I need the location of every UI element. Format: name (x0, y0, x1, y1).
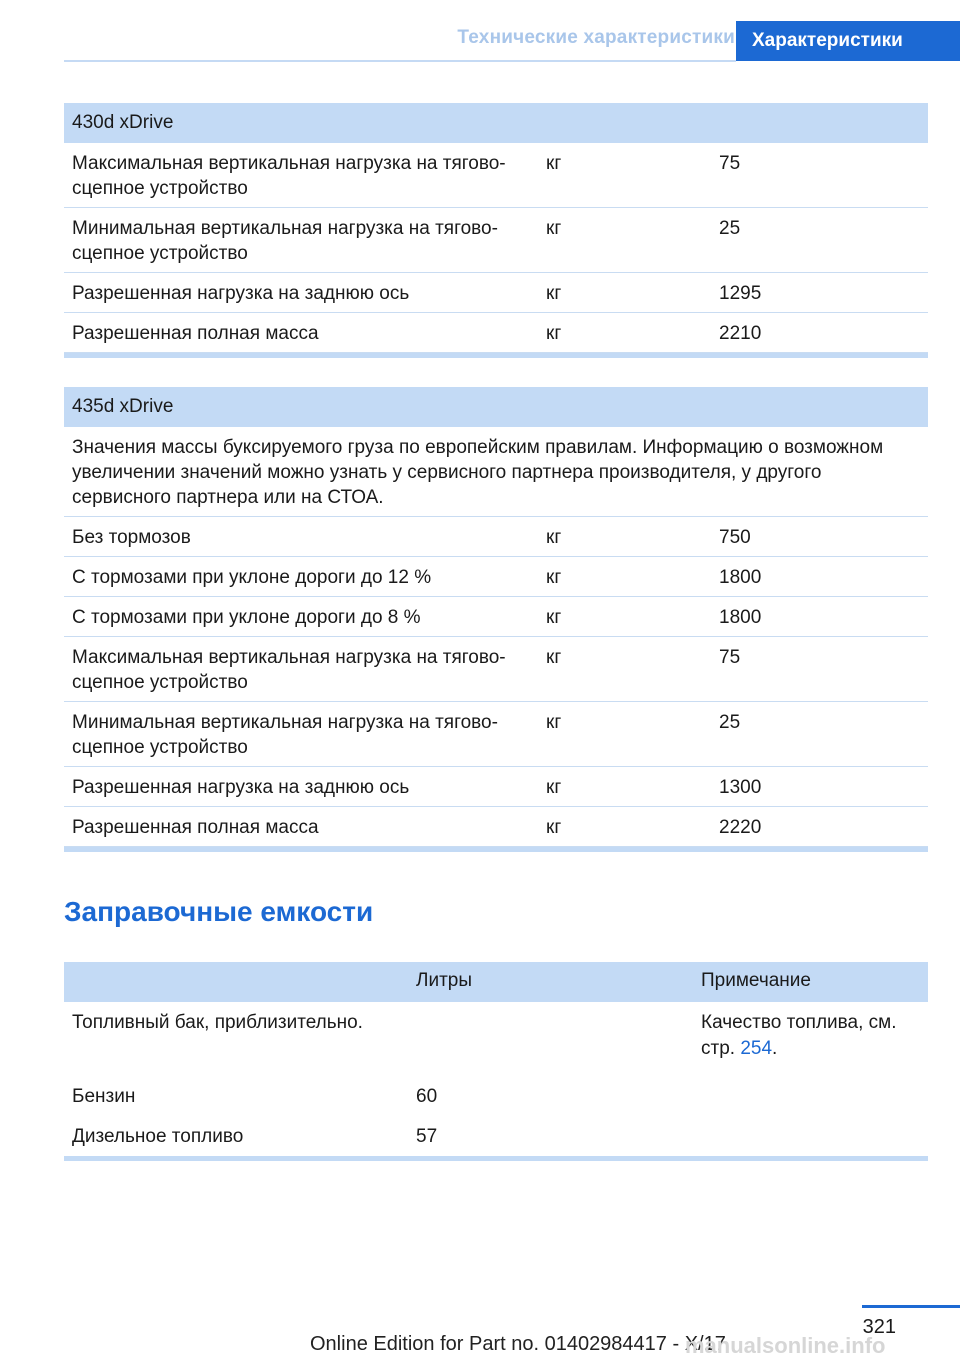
row-value: 1800 (719, 567, 762, 588)
row-label: Без тормозов (72, 527, 191, 548)
row-label: Минимальная вертикальная нагрузка на тягово-сцепное устройство (72, 712, 498, 758)
table-430d-title: 430d xDrive (64, 103, 928, 143)
row-label: Разрешенная полная масса (72, 817, 319, 838)
row-unit: кг (546, 567, 562, 588)
table-435d (64, 387, 928, 852)
page-number: 321 (862, 1316, 896, 1338)
table-row (64, 702, 928, 767)
section-title-capacities: Заправочные емкости (64, 896, 374, 927)
table-row (64, 557, 928, 597)
row-unit: кг (546, 153, 562, 174)
note-text: Качество топлива, см. стр. (701, 1012, 897, 1059)
row-value: 25 (719, 218, 741, 239)
col-header-note: Примечание (701, 970, 811, 991)
table-row (64, 1116, 928, 1156)
header-chapter-tab[interactable]: Характеристики (736, 21, 960, 61)
footer-edition: Online Edition for Part no. 01402984417 - X/17 (310, 1333, 726, 1355)
capacities-header (64, 962, 928, 1002)
row-label: Максимальная вертикальная нагрузка на тягово-сцепное устройство (72, 647, 506, 693)
row-label: Максимальная вертикальная нагрузка на тягово-сцепное устройство (72, 153, 506, 199)
row-value: 1300 (719, 777, 762, 798)
header-section-title: Технические характеристики (457, 27, 735, 48)
col-header-liters: Литры (416, 970, 473, 991)
row-unit: кг (546, 817, 562, 838)
row-unit: кг (546, 218, 562, 239)
row-unit: кг (546, 607, 562, 628)
row-label: Топливный бак, приблизительно. (72, 1012, 363, 1033)
footer-rule (862, 1305, 960, 1308)
table-note: Значения массы буксируемого груза по европейским правилам. Информацию о возможном увеличении значений можно узнать у сервисного партнера производителя, у другого сервисного партнера или на СТОА. (64, 427, 928, 517)
page-header (0, 0, 960, 62)
table-row (64, 807, 928, 847)
table-row (64, 208, 928, 273)
row-label: Бензин (72, 1086, 136, 1107)
table-row (64, 143, 928, 208)
watermark: manualsonline.info (685, 1333, 886, 1358)
row-note (701, 1010, 921, 1062)
row-label: Разрешенная нагрузка на заднюю ось (72, 283, 410, 304)
table-end-rule (64, 1156, 928, 1161)
row-unit: кг (546, 777, 562, 798)
table-row (64, 597, 928, 637)
row-value: 1295 (719, 283, 762, 304)
row-label: С тормозами при уклоне дороги до 12 % (72, 567, 432, 588)
row-value: 25 (719, 712, 741, 733)
table-row (64, 517, 928, 557)
row-liters: 60 (416, 1086, 438, 1107)
table-row (64, 637, 928, 702)
row-value: 1800 (719, 607, 762, 628)
header-rule (64, 60, 736, 62)
row-label: Дизельное топливо (72, 1126, 244, 1147)
table-435d-title: 435d xDrive (64, 387, 928, 427)
note-end: . (772, 1038, 778, 1059)
row-liters: 57 (416, 1126, 438, 1147)
row-value: 2210 (719, 323, 762, 344)
row-unit: кг (546, 647, 562, 668)
page-link[interactable]: 254 (740, 1038, 773, 1059)
row-value: 2220 (719, 817, 762, 838)
row-label: С тормозами при уклоне дороги до 8 % (72, 607, 421, 628)
capacities-table (64, 962, 928, 1161)
table-row (64, 767, 928, 807)
table-row (64, 273, 928, 313)
row-label: Минимальная вертикальная нагрузка на тягово-сцепное устройство (72, 218, 498, 264)
row-value: 750 (719, 527, 751, 548)
table-row (64, 1076, 928, 1116)
row-unit: кг (546, 323, 562, 344)
row-unit: кг (546, 283, 562, 304)
row-unit: кг (546, 712, 562, 733)
row-unit: кг (546, 527, 562, 548)
table-end-rule (64, 353, 928, 358)
table-end-rule (64, 847, 928, 852)
row-label: Разрешенная полная масса (72, 323, 319, 344)
row-value: 75 (719, 153, 741, 174)
row-value: 75 (719, 647, 741, 668)
row-label: Разрешенная нагрузка на заднюю ось (72, 777, 410, 798)
table-430d (64, 103, 928, 358)
table-row (64, 1002, 928, 1076)
table-row (64, 313, 928, 353)
